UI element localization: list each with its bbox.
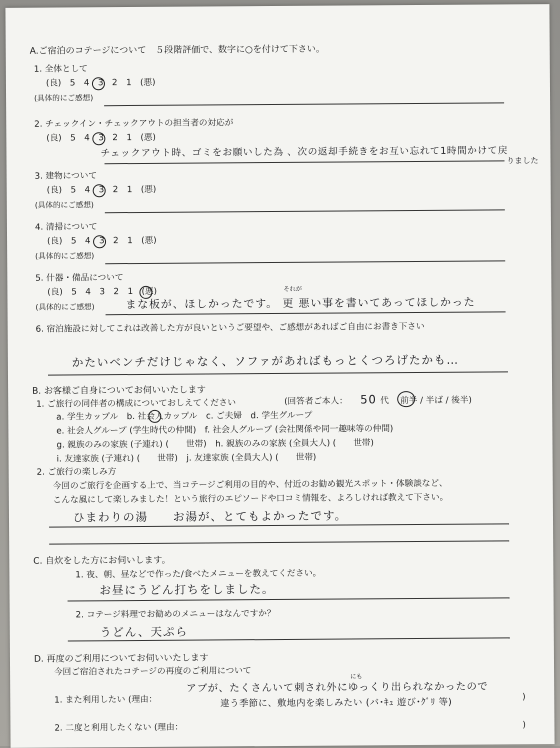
a-q2-answer-circle	[92, 132, 105, 145]
part-b-heading: B. お客様ご自身についてお伺いいたします	[32, 385, 206, 397]
b-q1-age-handwritten: 50	[360, 392, 377, 407]
d-q1-handwritten-comment-2: 違う季節に、敷地内を楽しみたい (バ･ｷｭ 遊び･ｸﾞﾘ 等)	[220, 696, 452, 710]
a-q5-title: 5. 什器・備品について	[35, 273, 124, 284]
b-q1-respondent-label: (回答者ご本人：	[284, 396, 348, 407]
a-q3-detail-label: (具体的にご感想)	[34, 200, 94, 210]
d-q1-close-paren: )	[522, 692, 526, 703]
b-q1-age-options: 前半 / 半ば / 後半)	[400, 395, 472, 407]
c-q2-title: 2. コテージ料理でお勧めのメニューはなんですか？	[75, 609, 276, 621]
b-q1-option-line: e. 社会人グループ (学生時代の仲間) f. 社会人グループ (会社関係や同一趣味等の仲間)	[56, 424, 394, 437]
a-q4-detail-label: (具体的にご感想)	[35, 251, 95, 261]
b-q1-answer-circle	[148, 410, 161, 423]
a-q3-scale: (良) 5 4 3 2 1 (悪)	[46, 184, 157, 196]
b-q2-answer-line-2	[49, 540, 509, 544]
a-q5-detail-label: (具体的にご感想)	[35, 302, 95, 312]
b-q2-title: 2. ご旅行の楽しみ方	[36, 467, 117, 478]
d-q2-title: 2. 二度と利用したくない (理由：	[54, 722, 184, 734]
a-q2-title: 2. チェックイン・チェックアウトの担当者の対応が	[34, 118, 234, 130]
b-q1-age-circle	[397, 391, 415, 407]
a-q1-answer-circle	[92, 77, 105, 90]
part-c-heading: C. 自炊をした方にお伺いします。	[33, 555, 171, 567]
a-q4-title: 4. 清掃について	[34, 222, 98, 233]
d-q1-handwritten-insert: にも	[350, 673, 363, 681]
a-q5-scale: (良) 5 4 3 2 1 (悪)	[47, 286, 157, 298]
part-d-subheading: 今回ご宿泊されたコテージの再度のご利用について	[54, 666, 252, 678]
b-q2-desc-1: 今回のご旅行を企画する上で、当コテージご利用の目的や、付近のお勧め観光スポット・体験談など、	[52, 478, 448, 492]
c-q2-handwritten-comment: うどん、天ぷら	[99, 624, 189, 640]
b-q1-title: 1. ご旅行の同伴者の構成についておしえてください	[36, 398, 237, 410]
a-q2-scale: (良) 5 4 3 2 1 (悪)	[46, 132, 156, 144]
a-q1-answer-line	[104, 102, 504, 106]
a-q6-answer-line	[48, 371, 508, 375]
a-q5-handwritten-insert: それが	[283, 285, 302, 293]
d-q2-close-paren: )	[522, 720, 526, 731]
a-q3-title: 3. 建物について	[34, 171, 97, 182]
part-d-heading: D. 再度のご利用についてお伺いいたします	[33, 653, 209, 665]
a-q5-handwritten-comment: まな板が、ほしかったです。 更 悪い事を書いてあってほしかった	[125, 295, 476, 312]
a-q1-detail-label: (具体的にご感想)	[34, 93, 94, 103]
a-q3-answer-line	[105, 209, 505, 213]
d-q1-title: 1. また利用したい (理由：	[54, 694, 158, 706]
a-q4-answer-line	[105, 260, 505, 264]
b-q1-option-line: i. 友達家族 (子連れ) ( 世帯) j. 友達家族 (全員大人) ( 世帯)	[56, 452, 317, 465]
b-q1-option-line: a. 学生カップル b. 社会人カップル c. ご夫婦 d. 学生グループ	[56, 410, 313, 423]
a-q1-scale: (良) 5 4 3 2 1 (悪)	[45, 77, 156, 89]
a-q2-handwritten-comment-end: りました	[506, 156, 539, 166]
a-q2-handwritten-comment: チェックアウト時、ゴミをお願いした為 、次の返却手続きをお互い忘れて1時間かけて戻	[100, 145, 509, 160]
b-q2-desc-2: こんな風にして楽しみました！という旅行のエピソードや口コミ情報を、よろしければ教えて下さい。	[52, 492, 449, 506]
a-q4-scale: (良) 5 4 3 2 1 (悪)	[47, 235, 157, 247]
b-q1-option-line: g. 親族のみの家族 (子連れ) ( 世帯) h. 親族のみの家族 (全員大人) ( 世帯)	[56, 438, 374, 451]
a-q1-title: 1. 全体として	[33, 64, 88, 75]
a-q2-answer-line	[105, 160, 505, 164]
a-q3-answer-circle	[93, 184, 106, 197]
a-q5-answer-line	[106, 311, 506, 315]
a-q6-handwritten-comment: かたいベンチだけじゃなく、ソファがあればもっとくつろげたかも…	[71, 352, 459, 370]
c-q1-answer-line	[68, 597, 510, 601]
b-q1-age-suffix: 代	[380, 396, 389, 407]
c-q1-handwritten-comment: お昼にうどん打ちをしました。	[99, 582, 275, 598]
a-q6-title: 6. 宿泊施設に対してこれは改善した方が良いというご要望や、ご感想があればご自由にお書き下さい	[35, 321, 425, 335]
a-q4-answer-circle	[93, 235, 106, 248]
b-q2-handwritten-comment: ひまわりの湯 お湯が、とてもよかったです。	[72, 508, 348, 525]
part-a-heading: A.ご宿泊のコテージについて ５段階評価で、数字に○を付けて下さい。	[29, 44, 325, 57]
d-q1-handwritten-comment: アブが、たくさんいて刺され外にゆっくり出られなかったので	[186, 681, 489, 695]
c-q1-title: 1. 夜、朝、昼などで作った/食べたメニューを教えてください。	[75, 568, 322, 581]
survey-sheet	[5, 4, 554, 748]
